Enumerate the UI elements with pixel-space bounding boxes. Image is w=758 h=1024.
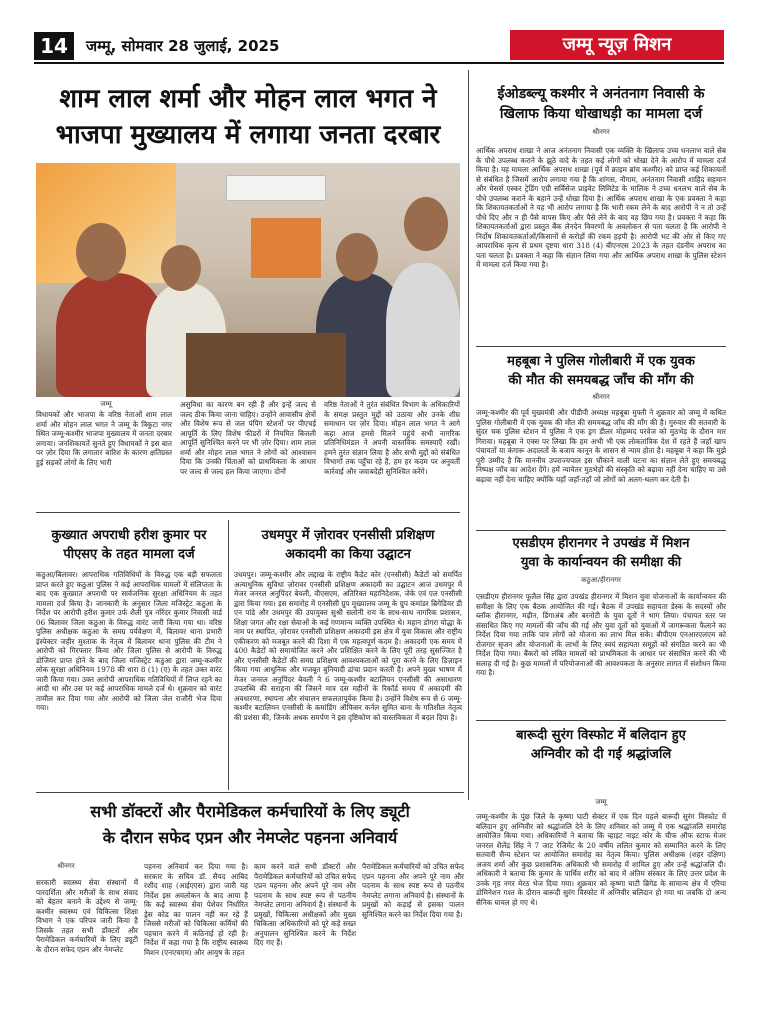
doctors-body-col4: पैरामेडिकल कर्मचारियों को उचित सफेद एप्रन पहनना और अपने पूरे नाम और पदनाम के साथ स्पष्ट रूप से पठनीय नेमप्लेट लगाना अनिवार्य है। संस्थानों के प्रमुखों को कड़ाई से इसका पालन सुनिश्चित करने का निर्देश दिया गया है। xyxy=(362,862,464,919)
lead-body-col2: असुविधा का कारण बन रही हैं और इन्हें जल्द से जल्द ठीक किया जाना चाहिए। उन्होंने आवासीय क्षेत्रों और विशेष रूप से जल पंपिंग स्टेशनों पर पीएचई आपूर्ति के लिए विशेष फीडरों में नियमित बिजली आपूर्ति सुनिश्चित करने पर भी ज़ोर दिया। शाम लाल शर्मा और मोहन लाल भगत ने लोगों को आश्वासन दिया कि उनकी चिंताओं को प्राथमिकता के आधार पर जल्द से जल्द हल किया जाएगा। दोनों xyxy=(180,400,316,476)
lead-headline-line1: शाम लाल शर्मा और मोहन लाल भगत ने xyxy=(59,84,437,114)
newspaper-brand: जम्मू न्यूज़ मिशन xyxy=(510,30,724,60)
masthead xyxy=(0,0,758,62)
mehbooba-dateline: श्रीनगर xyxy=(592,393,610,401)
eow-headline-line2: खिलाफ किया धोखाधड़ी का मामला दर्ज xyxy=(499,106,703,122)
harish-headline-line2: पीएसए के तहत मामला दर्ज xyxy=(63,547,195,562)
eow-dateline: श्रीनगर xyxy=(592,128,610,136)
divider-sdm xyxy=(476,720,726,721)
harish-body: कठुआ/बिलावर। आपराधिक गतिविधियों के विरुद्ध एक बड़ी सफलता प्राप्त करते हुए कठुआ पुलिस ने कई आपराधिक मामलों में संलिप्तता के बाद एक कुख्यात अपराधी पर सार्वजनिक सुरक्षा अधिनियम के तहत मामला दर्ज किया है। जानकारी के अनुसार जिला मजिस्ट्रेट कठुआ के निर्देश पर आरोपी हरीश कुमार उर्फ शैली पुत्र नरिंदर कुमार निवासी वार्ड 06 बिलावर जिला कठुआ के विरुद्ध वारंट जारी किया गया था। वरिष्ठ पुलिस अधीक्षक कठुआ के समग्र पर्यवेक्षण में, बिलावर थाना प्रभारी इंस्पेक्टर जहीर मुश्ताक के नेतृत्व में बिलावर थाना पुलिस की टीम ने आरोपी को गिरफ्तार किया और जिला पुलिस से आरोपी के विरुद्ध डोजियर प्राप्त होने के बाद जिला मजिस्ट्रेट कठुआ द्वारा जम्मू-कश्मीर लोक सुरक्षा अधिनियम 1978 की धारा 8 (1) (ए) के तहत उक्त वारंट जारी किया गया। उक्त आरोपी आपराधिक गतिविधियों में लिप्त रहने का आदी था और उस पर कई आपराधिक मामले दर्ज थे। शुक्रवार को वारंट तामील कर दिया गया और आरोपी को जिला जेल राजौरी भेज दिया गया। xyxy=(36,570,222,712)
agniveer-dateline: जम्मू xyxy=(595,798,607,806)
mehbooba-headline-line1: महबूबा ने पुलिस गोलीबारी में एक युवक xyxy=(507,354,695,369)
masthead-rule xyxy=(34,62,724,64)
doctors-dateline: श्रीनगर xyxy=(57,862,75,870)
photo-person-4 xyxy=(386,263,460,397)
divider-ncc xyxy=(36,792,464,793)
photo-table xyxy=(186,333,346,397)
photo-poster xyxy=(251,218,321,278)
divider-harish xyxy=(228,520,229,790)
divider-lead xyxy=(36,512,460,513)
eow-body: आर्थिक अपराध शाखा ने आज अनंतनाग निवासी एक व्यक्ति के खिलाफ उच्च धनलाभ वाले सेब के पौधे उपलब्ध कराने के झूठे वादे के तहत कई लोगों को धोखा देने के आरोप में मामला दर्ज किया है। यह मामला आर्थिक अपराध शाखा (पूर्व में क्राइम ब्रांच कश्मीर) को प्राप्त कई शिकायतों से संबंधित है जिसमें आरोप लगाया गया है कि शांगस, नौगाम, अनंतनाग निवासी शाहिद सहमान और मेसर्स एस्कर ट्रेडिंग एग्री सर्विसेज प्राइवेट लिमिटेड के मालिक ने उच्च धनलभ वाले सेब के पौधे उपलब्ध कराने के बहाने उन्हें धोखा दिया है। आर्थिक अपराध शाखा के एक प्रवक्ता ने कहा कि शिकायतकर्ताओं ने यह भी आरोप लगाया है कि भारी रकम लेने के बाद आरोपी ने न तो उन्हें पौधे दिए और न ही पैसे वापस किए और पैसे लेने के बाद वह छिप गया है। प्रवक्ता ने कहा कि शिकायतकर्ताओं द्वारा प्रस्तुत बैंक लेनदेन विवरणों के अवलोकन से पता चलता है कि आरोपी ने निर्दोष शिकायतकर्ताओं/किसानों से करोड़ों की रकम हड़पी है। आरोपी भट की ओर से किए गए आपराधिक कृत्य से प्रथम दृष्टया धारा 318 (4) बीएनएस 2023 के तहत दंडनीय अपराध का पता चलता है। प्रवक्ता ने कहा कि संज्ञान लिया गया और आर्थिक अपराध शाखा के पुलिस स्टेशन में मामला दर्ज किया गया है। xyxy=(476,146,726,269)
ncc-body: उधमपुर। जम्मू-कश्मीर और लद्दाख के राष्ट्रीय कैडेट कोर (एनसीसी) कैडेटों को समर्पित अत्याधुनिक सुविधा ज़ोरावर एनसीसी प्रशिक्षण अकादमी का उद्घाटन आज उधमपुर में मेजर जनरल अनुपिंदर बेवली, वीएसएम, अतिरिक्त महानिदेशक, जेके एवं एल एनसीसी द्वारा किया गया। इस समारोह में एनसीसी ग्रुप मुख्यालय जम्मू के ग्रुप कमांडर ब्रिगेडियर डी एन पांडे और उधमपुर की उपायुक्त सुश्री सलोनी राय के साथ-साथ नागरिक प्रशासन, शिक्षा जगत और रक्षा सेवाओं के कई गणमान्य व्यक्ति उपस्थित थे। महान डोगरा योद्धा के नाम पर स्थापित, ज़ोरावर एनसीसी प्रशिक्षण अकादमी इस क्षेत्र में युवा विकास और राष्ट्रीय एकीकरण को मजबूत करने की दिशा में एक महत्वपूर्ण कदम है। अकादमी एक समय में 400 कैडेटों को समायोजित करने और प्रशिक्षित करने के लिए पूरी तरह सुसज्जित है और एनसीसी कैडेटों की समग्र प्रशिक्षण आवश्यकताओं को पूरा करने के लिए डिज़ाइन किया गया आधुनिक और मजबूत बुनियादी ढांचा प्रदान करती है। अपने मुख्य भाषण में मेजर जनरल अनुपिंदर बेवली ने 6 जम्मू-कश्मीर बटालियन एनसीसी की असाधारण उपलब्धि की सराहना की जिसने मात्र दस महीनों के रिकॉर्ड समय में अकादमी की अवधारणा, स्थापना और संचालन सफलतापूर्वक किया है। उन्होंने विशेष रूप से 6 जम्मू-कश्मीर बटालियन एनसीसी के कमांडिंग ऑफिसर कर्नल सुमित बाना के गतिशील नेतृत्व की प्रशंसा की, जिनके अथक समर्पण ने इस दृष्टिकोण को वास्तविकता में बदल दिया है। xyxy=(234,570,462,722)
agniveer-headline-line1: बारूदी सुरंग विस्फोट में बलिदान हुए xyxy=(516,728,686,743)
doctors-body-col3: काम करने वाले सभी डॉक्टरों और पैरामेडिकल कर्मचारियों को उचित सफेद एप्रन पहनना और अपने पूरे नाम और पदनाम के साथ स्पष्ट रूप से पठनीय नेमप्लेट लगाना अनिवार्य है। संस्थानों के प्रमुखों, चिकित्सा अधीक्षकों और मुख्य चिकित्सा अधिकारियों को पूरे कड़े सख्त अनुपालन सुनिश्चित करने के निर्देश दिए गए हैं। xyxy=(254,862,356,947)
lead-body-col1: विधायकों और भाजपा के वरिष्ठ नेताओं शाम लाल शर्मा और मोहन लाल भगत ने जम्मू के त्रिकुटा नगर स्थित जम्मू-कश्मीर भाजपा मुख्यालय में जनता दरबार लगाया। जनशिकायतें सुनते हुए विधायकों ने इस बात पर ज़ोर दिया कि लगातार बारिश के कारण क्षतिग्रस्त हुई सड़कों लोगों के लिए भारी xyxy=(36,410,172,467)
issue-dateline: जम्मू, सोमवार 28 जुलाई, 2025 xyxy=(86,37,280,55)
agniveer-headline-line2: अग्निवीर को दी गई श्रद्धांजलि xyxy=(530,747,672,762)
doctors-body-col1: सरकारी स्वास्थ्य सेवा संस्थानों में पारदर्शिता और मरीजों के साथ संवाद को बेहतर बनाने के उद्देश्य से जम्मू-कश्मीर स्वास्थ्य एवं चिकित्सा शिक्षा विभाग ने एक परिपत्र जारी किया है जिसके तहत सभी डॉक्टरों और पैरामेडिकल कर्मचारियों के लिए ड्यूटी के दौरान सफेद एप्रन और नेमप्लेट xyxy=(36,878,138,954)
lead-dateline: जम्मू xyxy=(100,400,112,408)
divider-eow xyxy=(476,346,726,347)
harish-headline-line1: कुख्यात अपराधी हरीश कुमार पर xyxy=(51,528,207,543)
photo-head-4 xyxy=(404,197,448,251)
column-divider xyxy=(468,70,469,800)
lead-headline-line2: भाजपा मुख्यालय में लगाया जनता दरबार xyxy=(55,120,441,150)
lead-photo xyxy=(36,163,460,397)
photo-head-1 xyxy=(76,223,126,281)
doctors-headline-line1: सभी डॉक्टरों और पैरामेडिकल कर्मचारियों के लिए ड्यूटी xyxy=(90,802,410,821)
photo-head-3 xyxy=(336,233,378,281)
eow-headline-line1: ईओडब्ल्यू कश्मीर ने अनंतनाग निवासी के xyxy=(497,86,705,102)
doctors-headline-line2: के दौरान सफेद एप्रन और नेमप्लेट पहनना अनिवार्य xyxy=(102,828,398,847)
mehbooba-headline-line2: की मौत की समयबद्ध जाँच की माँग की xyxy=(508,373,694,388)
sdm-dateline: कठुआ/हीरानगर xyxy=(581,576,621,584)
sdm-headline-line1: एसडीएम हीरानगर ने उपखंड में मिशन xyxy=(512,536,690,551)
lead-body-col3: वरिष्ठ नेताओं ने तुरंत संबंधित विभाग के अधिकारियों के समक्ष प्रस्तुत मुद्दों को उठाया और उनके शीघ्र समाधान पर ज़ोर दिया। मोहन लाल भगत ने आगे कहा आज हमसे मिलने पहुंचे सभी नागरिक प्रतिनिधिमंडल ने अपनी वास्तविक समस्याएँ रखीं। हमने तुरंत संज्ञान लिया है और सभी मुद्दों को संबंधित विभागों तक पहुँचा रहे हैं, हम हर कदम पर अनुवर्ती कार्रवाई और जवाबदेही सुनिश्चित करेंगे। xyxy=(324,400,460,476)
photo-head-2 xyxy=(161,245,201,291)
photo-air-conditioner xyxy=(226,175,326,201)
ncc-headline-line2: अकादमी का किया उद्घाटन xyxy=(285,547,411,562)
agniveer-body: जम्मू-कश्मीर के पुंछ जिले के कृष्णा घाटी सेक्टर में एक दिन पहले बारूदी सुरंग विस्फोट में बलिदान हुए अग्निवीर को श्रद्धांजलि देने के लिए शनिवार को जम्मू में एक श्रद्धांजलि समारोह आयोजित किया गया। अधिकारियों ने बताया कि व्हाइट नाइट कोर के चीफ ऑफ स्टाफ मेजर जनरल शैलेंद्र सिंह ने 7 जाट रेजिमेंट के 20 वर्षीय ललित कुमार को सम्मानित करने के लिए सतवारी सैन्य स्टेशन पर आयोजित समारोह का नेतृत्व किया। पुलिस अधीक्षक (शहर दक्षिण) अजय शर्मा और कुछ प्रशासनिक अधिकारी भी समारोह में शामिल हुए और उन्हें श्रद्धांजलि दी। अधिकारी ने बताया कि कुमार के पार्थिव शरीर को बाद में अंतिम संस्कार के लिए उत्तर प्रदेश के उनके गृह नगर मेरठ भेज दिया गया। शुक्रवार को कृष्णा घाटी ब्रिगेड के सामान्य क्षेत्र में एरिया डोमिनेशन गश्त के दौरान बारूदी सुरंग विस्फोट में अग्निवीर बलिदान हो गया था जबकि दो अन्य सैनिक घायल हो गए थे। xyxy=(476,812,726,907)
ncc-headline-line1: उधमपुर में ज़ोरावर एनसीसी प्रशिक्षण xyxy=(261,528,435,543)
page-number: 14 xyxy=(34,32,74,60)
sdm-body: एसडीएम हीरानगर फूलैल सिंह द्वारा उपखंड हीरानगर में मिशन युवा योजनाओं के कार्यान्वयन की समीक्षा के लिए एक बैठक आयोजित की गई। बैठक में उपखंड सहायता डेस्क के सदस्यों और ब्लॉक हीरानगर, मढ़ीन, डिंगाअंब और बरनोटी के युवा दूतों ने भाग लिया। पंचायत स्तर पर संसाधित किए गए मामलों की जाँच की गई और युवा दूतों को युवाओं में जागरूकता फैलाने का निर्देश दिया गया ताकि पात्र लोगों को योजना का लाभ मिल सके। बीपीएम एनआरएलएम को रोजगार सृजन और योजनाओं के लाभों के लिए स्वयं सहायता समूहों को संगठित करने का भी निर्देश दिया गया। बैंकरों को लंबित मामलों को प्राथमिकता के आधार पर संसाधित करने की भी सलाह दी गई है। कुछ मामलों में परियोजनाओं की आवश्यकता के अनुसार लागत में संशोधन किया गया है। xyxy=(476,592,726,677)
doctors-body-col2: पहनना अनिवार्य कर दिया गया है। सरकार के सचिव डॉ. सैयद आबिद रशीद शाह (आईएएस) द्वारा जारी यह निर्देश इस अवलोकन के बाद आया है कि कई स्वास्थ्य सेवा पेशेवर निर्धारित ड्रेस कोड का पालन नहीं कर रहे हैं जिससे मरीजों को चिकित्सा कर्मियों की पहचान करने में कठिनाई हो रही है। निर्देश में कहा गया है कि राष्ट्रीय स्वास्थ्य मिशन (एनएचएम) और आयुष के तहत xyxy=(144,862,248,957)
sdm-headline-line2: युवा के कार्यान्वयन की समीक्षा की xyxy=(520,555,682,570)
mehbooba-body: जम्मू-कश्मीर की पूर्व मुख्यमंत्री और पीडीपी अध्यक्ष महबूबा मुफ्ती ने शुक्रवार को जम्मू में कथित पुलिस गोलीबारी में एक युवक की मौत की समयबद्ध जाँच की माँग की है। गुरुवार की सतवारी के सुंदर चक पुलिस स्टेशन में पुलिस ने एक ड्रग डीलर मोहम्मद परवेज को मुठभेड़ के दौरान मार गिराया। महबूबा ने एक्स पर लिखा कि हम अभी भी एक लोकतांत्रिक देश में रहते हैं जहाँ खाप पंचायतों या कंगारू अदालतों के बजाय कानून के शासन से न्याय होता है। महबूबा ने कहा कि मुझे पूरी उम्मीद है कि माननीय उपराज्यपाल इस चौंकाने वाली घटना का संज्ञान लेते हुए समयबद्ध निष्पक्ष जाँच का आदेश देंगे। हमें न्यायेतर मुठभेड़ों की संस्कृति को बढ़ावा नहीं देना चाहिए या उसे बढ़ावा नहीं देना चाहिए क्योंकि यहाँ जहाँ-तहाँ जो लोगों को अलग-थलग कर देती है। xyxy=(476,408,726,484)
divider-mehbooba xyxy=(476,530,726,531)
